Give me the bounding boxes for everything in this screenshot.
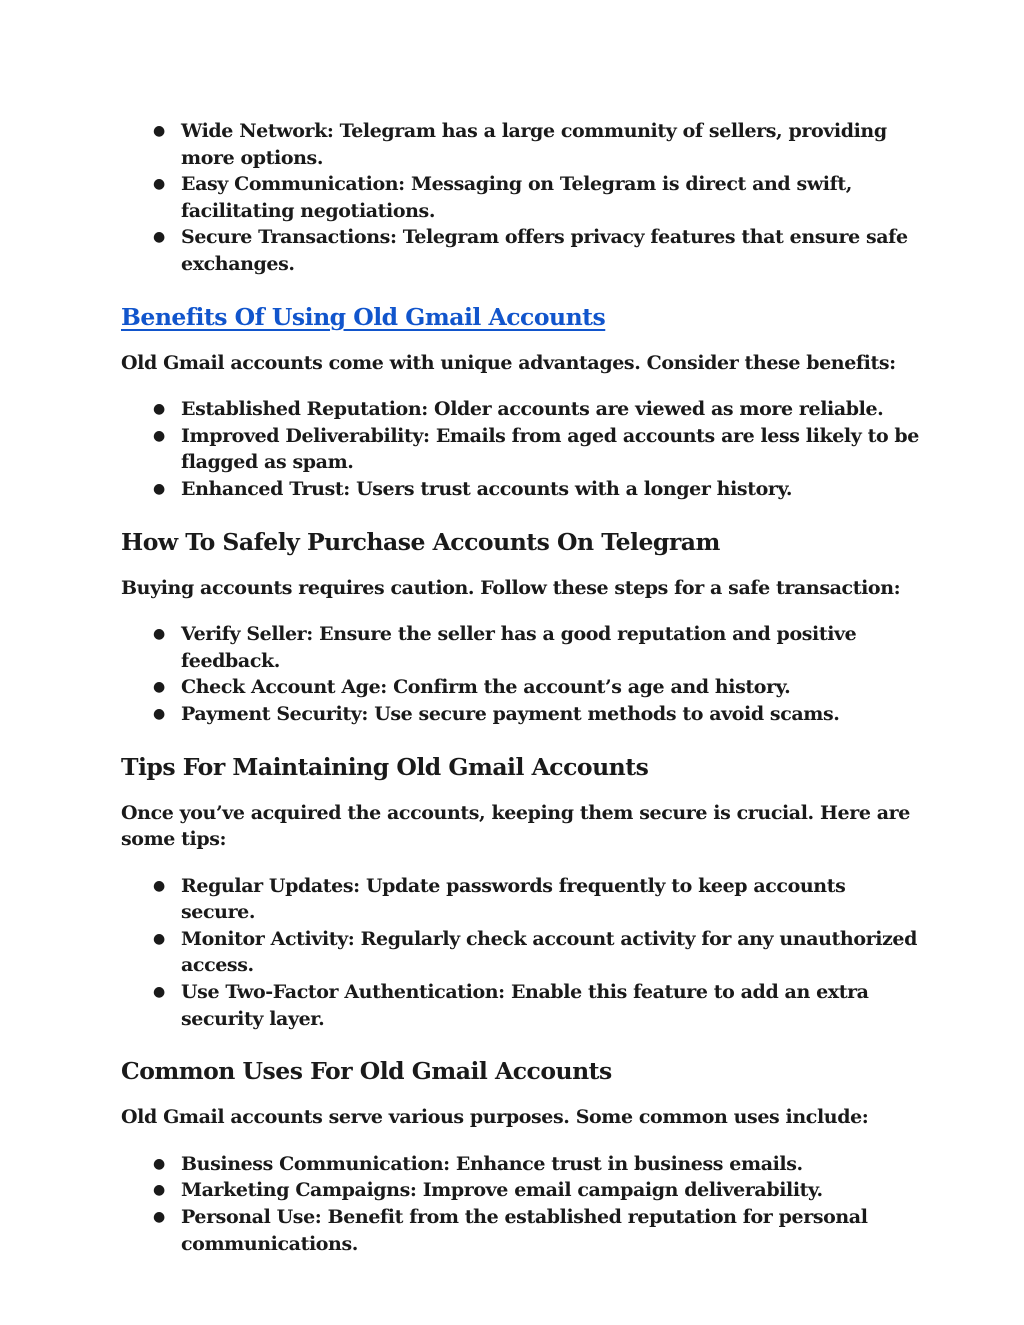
bullet-icon: ● — [153, 480, 165, 497]
bullet-list — [121, 621, 921, 727]
list-item — [121, 873, 921, 926]
section-benefits — [121, 302, 921, 503]
list-item-text: Monitor Activity: Regularly check account activity for any unauthorized access. — [181, 927, 917, 977]
list-item-text: Marketing Campaigns: Improve email campaign deliverability. — [181, 1179, 823, 1202]
bullet-icon: ● — [153, 176, 165, 193]
document-page — [121, 118, 921, 1257]
list-item-text: Use Two-Factor Authentication: Enable this feature to add an extra security layer. — [181, 981, 869, 1030]
section-intro: Buying accounts requires caution. Follow these steps for a safe transaction: — [121, 576, 901, 599]
list-item-text: Easy Communication: Messaging on Telegram is direct and swift, facilitating negotiations. — [181, 173, 852, 222]
intro-bullet-list — [121, 118, 921, 278]
section-heading: Tips For Maintaining Old Gmail Accounts — [121, 752, 649, 781]
bullet-icon: ● — [153, 877, 165, 894]
list-item — [121, 1177, 921, 1204]
list-item — [121, 476, 921, 503]
bullet-icon: ● — [153, 626, 165, 643]
bullet-icon: ● — [153, 1209, 165, 1226]
section-heading: How To Safely Purchase Accounts On Telegram — [121, 527, 720, 556]
list-item-text: Personal Use: Benefit from the established reputation for personal communications. — [181, 1206, 868, 1255]
bullet-icon: ● — [153, 1155, 165, 1172]
section-intro: Old Gmail accounts serve various purposes. Some common uses include: — [121, 1106, 869, 1129]
bullet-icon: ● — [153, 401, 165, 418]
list-item-text: Secure Transactions: Telegram offers privacy features that ensure safe exchanges. — [181, 226, 908, 275]
list-item-text: Wide Network: Telegram has a large community of sellers, providing more options. — [181, 120, 887, 169]
list-item — [121, 701, 921, 728]
section-intro: Old Gmail accounts come with unique advantages. Consider these benefits: — [121, 351, 896, 374]
list-item-text: Check Account Age: Confirm the account’s age and history. — [181, 676, 791, 699]
bullet-icon: ● — [153, 679, 165, 696]
list-item — [121, 621, 921, 674]
list-item-text: Payment Security: Use secure payment methods to avoid scams. — [181, 702, 840, 725]
bullet-icon: ● — [153, 705, 165, 722]
list-item-text: Established Reputation: Older accounts are viewed as more reliable. — [181, 398, 884, 421]
list-item-text: Business Communication: Enhance trust in business emails. — [181, 1152, 803, 1175]
list-item — [121, 171, 921, 224]
bullet-list — [121, 1151, 921, 1257]
list-item — [121, 926, 921, 979]
bullet-list — [121, 396, 921, 502]
list-item — [121, 1151, 921, 1178]
section-heading-link[interactable]: Benefits Of Using Old Gmail Accounts — [121, 302, 606, 331]
bullet-list — [121, 873, 921, 1033]
list-item — [121, 1204, 921, 1257]
bullet-icon: ● — [153, 229, 165, 246]
list-item — [121, 674, 921, 701]
list-item — [121, 423, 921, 476]
bullet-icon: ● — [153, 123, 165, 139]
list-item — [121, 396, 921, 423]
list-item — [121, 224, 921, 277]
section-intro: Once you’ve acquired the accounts, keeping them secure is crucial. Here are some tips: — [121, 801, 910, 851]
bullet-icon: ● — [153, 930, 165, 947]
list-item-text: Verify Seller: Ensure the seller has a good reputation and positive feedback. — [181, 623, 857, 672]
list-item-text: Enhanced Trust: Users trust accounts with a longer history. — [181, 477, 793, 500]
list-item-text: Regular Updates: Update passwords frequently to keep accounts secure. — [181, 874, 846, 924]
list-item — [121, 118, 921, 171]
bullet-icon: ● — [153, 427, 165, 444]
section-maintaining-tips — [121, 752, 921, 1033]
section-heading: Common Uses For Old Gmail Accounts — [121, 1057, 612, 1086]
bullet-icon: ● — [153, 984, 165, 1001]
bullet-icon: ● — [153, 1182, 165, 1199]
list-item-text: Improved Deliverability: Emails from aged accounts are less likely to be flagged as spam. — [181, 424, 920, 474]
section-safe-purchase — [121, 527, 921, 728]
section-common-uses — [121, 1056, 921, 1257]
list-item — [121, 979, 921, 1032]
